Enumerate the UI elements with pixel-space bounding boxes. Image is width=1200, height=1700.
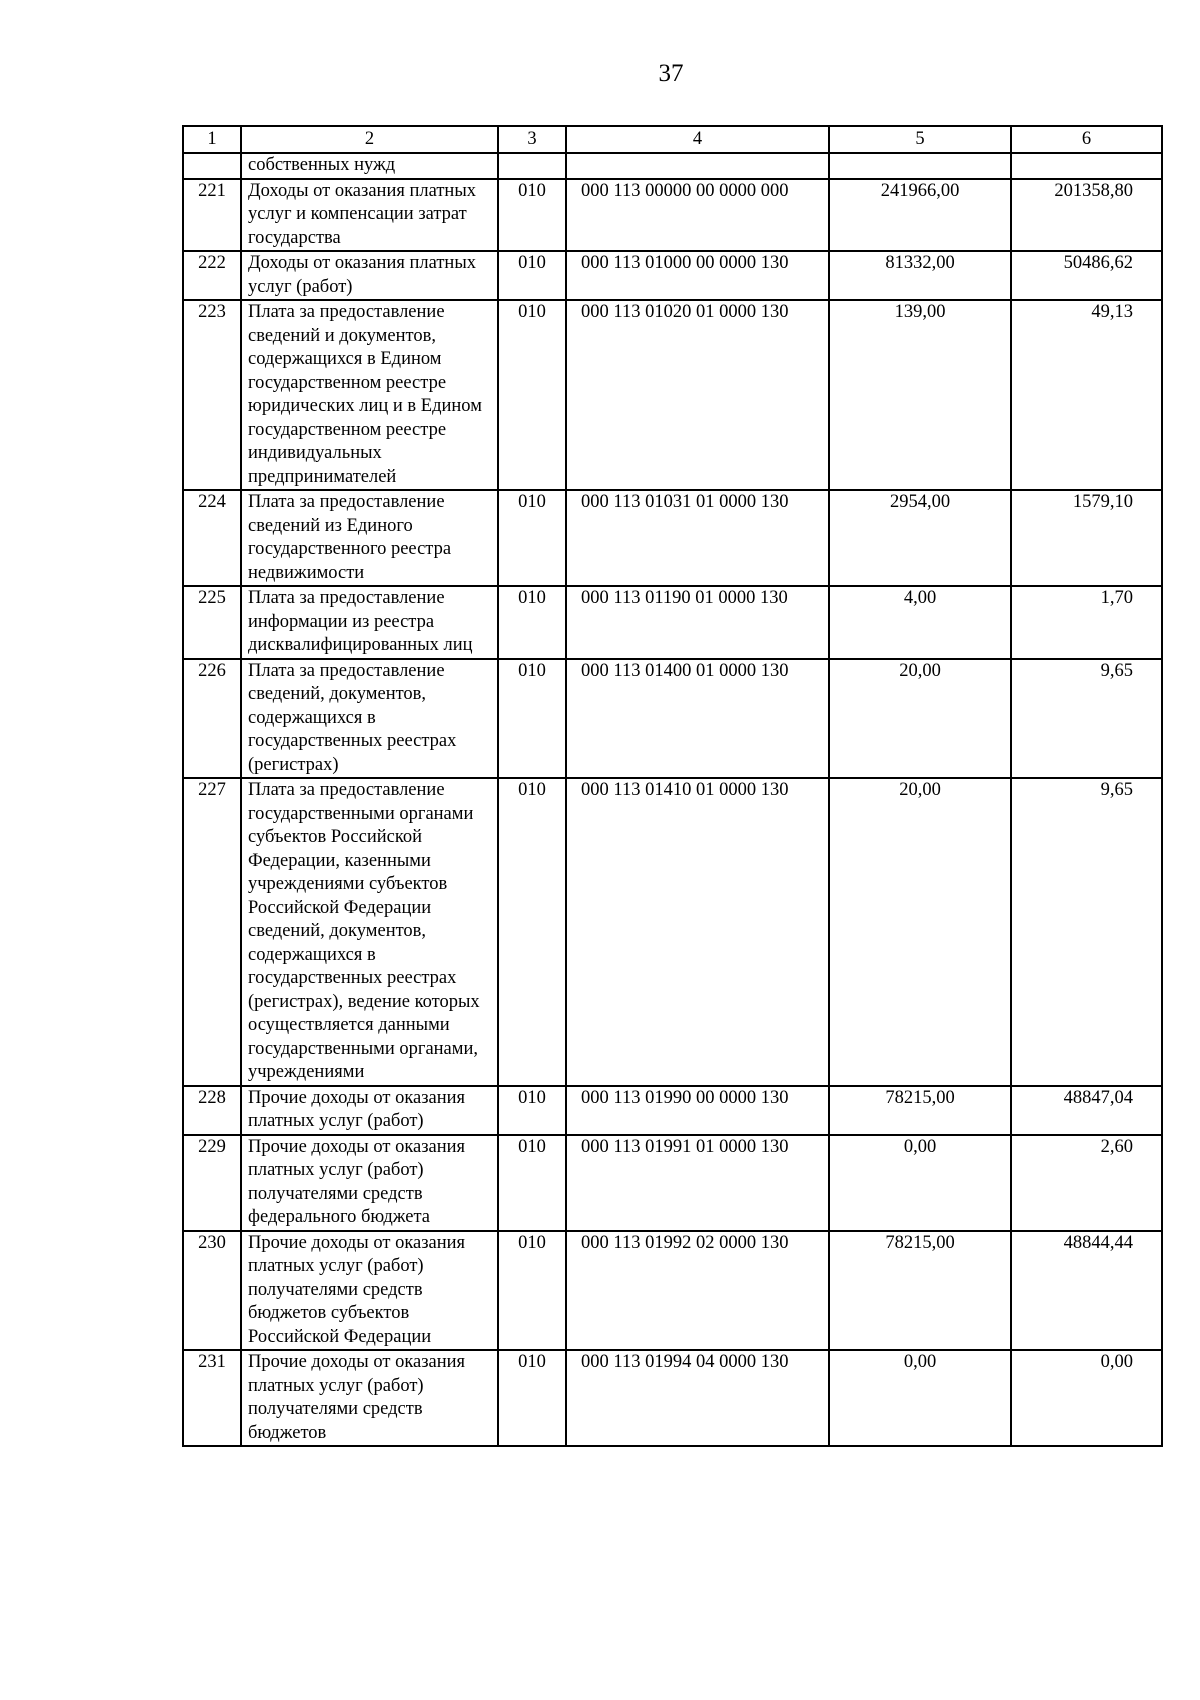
carryover-row [183,153,1162,179]
revenue-name: Прочие доходы от оказания платных услуг (работ) [241,1086,498,1135]
budget-classification-code: 000 113 01410 01 0000 130 [566,778,829,1086]
row-number: 224 [183,490,241,586]
planned-amount: 4,00 [829,586,1011,659]
planned-amount: 2954,00 [829,490,1011,586]
row-code: 010 [498,490,566,586]
row-number: 231 [183,1350,241,1446]
revenue-name: Плата за предоставление сведений и документов, содержащихся в Едином государственном реестре юридических лиц и в Едином государственном реестре индивидуальных предпринимателей [241,300,498,490]
budget-classification-code: 000 113 01400 01 0000 130 [566,659,829,779]
row-code: 010 [498,659,566,779]
row-number: 227 [183,778,241,1086]
empty-cell [183,153,241,179]
planned-amount: 20,00 [829,778,1011,1086]
revenue-name: Прочие доходы от оказания платных услуг (работ) получателями средств федерального бюджета [241,1135,498,1231]
revenue-name: Плата за предоставление сведений из Единого государственного реестра недвижимости [241,490,498,586]
row-code: 010 [498,251,566,300]
budget-classification-code: 000 113 01991 01 0000 130 [566,1135,829,1231]
budget-classification-code: 000 113 01992 02 0000 130 [566,1231,829,1351]
actual-amount: 201358,80 [1011,179,1162,252]
table-row [183,251,1162,300]
actual-amount: 48847,04 [1011,1086,1162,1135]
row-code: 010 [498,1135,566,1231]
revenue-name: Доходы от оказания платных услуг (работ) [241,251,498,300]
row-code: 010 [498,778,566,1086]
planned-amount: 241966,00 [829,179,1011,252]
actual-amount: 0,00 [1011,1350,1162,1446]
row-code: 010 [498,300,566,490]
budget-classification-code: 000 113 00000 00 0000 000 [566,179,829,252]
planned-amount: 0,00 [829,1350,1011,1446]
budget-classification-code: 000 113 01020 01 0000 130 [566,300,829,490]
table-row [183,586,1162,659]
row-number: 221 [183,179,241,252]
empty-cell [1011,153,1162,179]
row-number: 229 [183,1135,241,1231]
actual-amount: 9,65 [1011,778,1162,1086]
planned-amount: 78215,00 [829,1231,1011,1351]
empty-cell [566,153,829,179]
row-number: 222 [183,251,241,300]
budget-classification-code: 000 113 01990 00 0000 130 [566,1086,829,1135]
row-code: 010 [498,1231,566,1351]
revenue-name: Плата за предоставление государственными органами субъектов Российской Федерации, казенными учреждениями субъектов Российской Федерации сведений, документов, содержащихся в государственных реестрах (регистрах), ведение которых осуществляется данными государственными органами, учреждениями [241,778,498,1086]
column-number-row [183,126,1162,153]
row-number: 228 [183,1086,241,1135]
table-row [183,659,1162,779]
table-row [183,179,1162,252]
planned-amount: 139,00 [829,300,1011,490]
revenue-name: Доходы от оказания платных услуг и компенсации затрат государства [241,179,498,252]
planned-amount: 20,00 [829,659,1011,779]
planned-amount: 81332,00 [829,251,1011,300]
revenue-name: Прочие доходы от оказания платных услуг (работ) получателями средств бюджетов субъектов Российской Федерации [241,1231,498,1351]
row-code: 010 [498,1086,566,1135]
actual-amount: 48844,44 [1011,1231,1162,1351]
column-header: 5 [829,126,1011,153]
actual-amount: 9,65 [1011,659,1162,779]
row-code: 010 [498,179,566,252]
revenue-table [182,125,1163,1447]
column-header: 2 [241,126,498,153]
revenue-name: Плата за предоставление информации из реестра дисквалифицированных лиц [241,586,498,659]
table-row [183,300,1162,490]
column-header: 6 [1011,126,1162,153]
actual-amount: 1,70 [1011,586,1162,659]
empty-cell [829,153,1011,179]
budget-classification-code: 000 113 01000 00 0000 130 [566,251,829,300]
actual-amount: 50486,62 [1011,251,1162,300]
row-code: 010 [498,586,566,659]
actual-amount: 49,13 [1011,300,1162,490]
row-number: 230 [183,1231,241,1351]
actual-amount: 1579,10 [1011,490,1162,586]
row-number: 226 [183,659,241,779]
actual-amount: 2,60 [1011,1135,1162,1231]
row-number: 225 [183,586,241,659]
table-row [183,490,1162,586]
table-row [183,1231,1162,1351]
planned-amount: 78215,00 [829,1086,1011,1135]
row-code: 010 [498,1350,566,1446]
table-row [183,1086,1162,1135]
column-header: 3 [498,126,566,153]
budget-classification-code: 000 113 01190 01 0000 130 [566,586,829,659]
budget-classification-code: 000 113 01031 01 0000 130 [566,490,829,586]
revenue-name: Плата за предоставление сведений, документов, содержащихся в государственных реестрах (регистрах) [241,659,498,779]
table-row [183,778,1162,1086]
column-header: 1 [183,126,241,153]
revenue-name: Прочие доходы от оказания платных услуг (работ) получателями средств бюджетов [241,1350,498,1446]
carryover-text: собственных нужд [241,153,498,179]
table-row [183,1135,1162,1231]
table-row [183,1350,1162,1446]
column-header: 4 [566,126,829,153]
row-number: 223 [183,300,241,490]
page-number: 37 [658,60,684,87]
budget-classification-code: 000 113 01994 04 0000 130 [566,1350,829,1446]
planned-amount: 0,00 [829,1135,1011,1231]
empty-cell [498,153,566,179]
